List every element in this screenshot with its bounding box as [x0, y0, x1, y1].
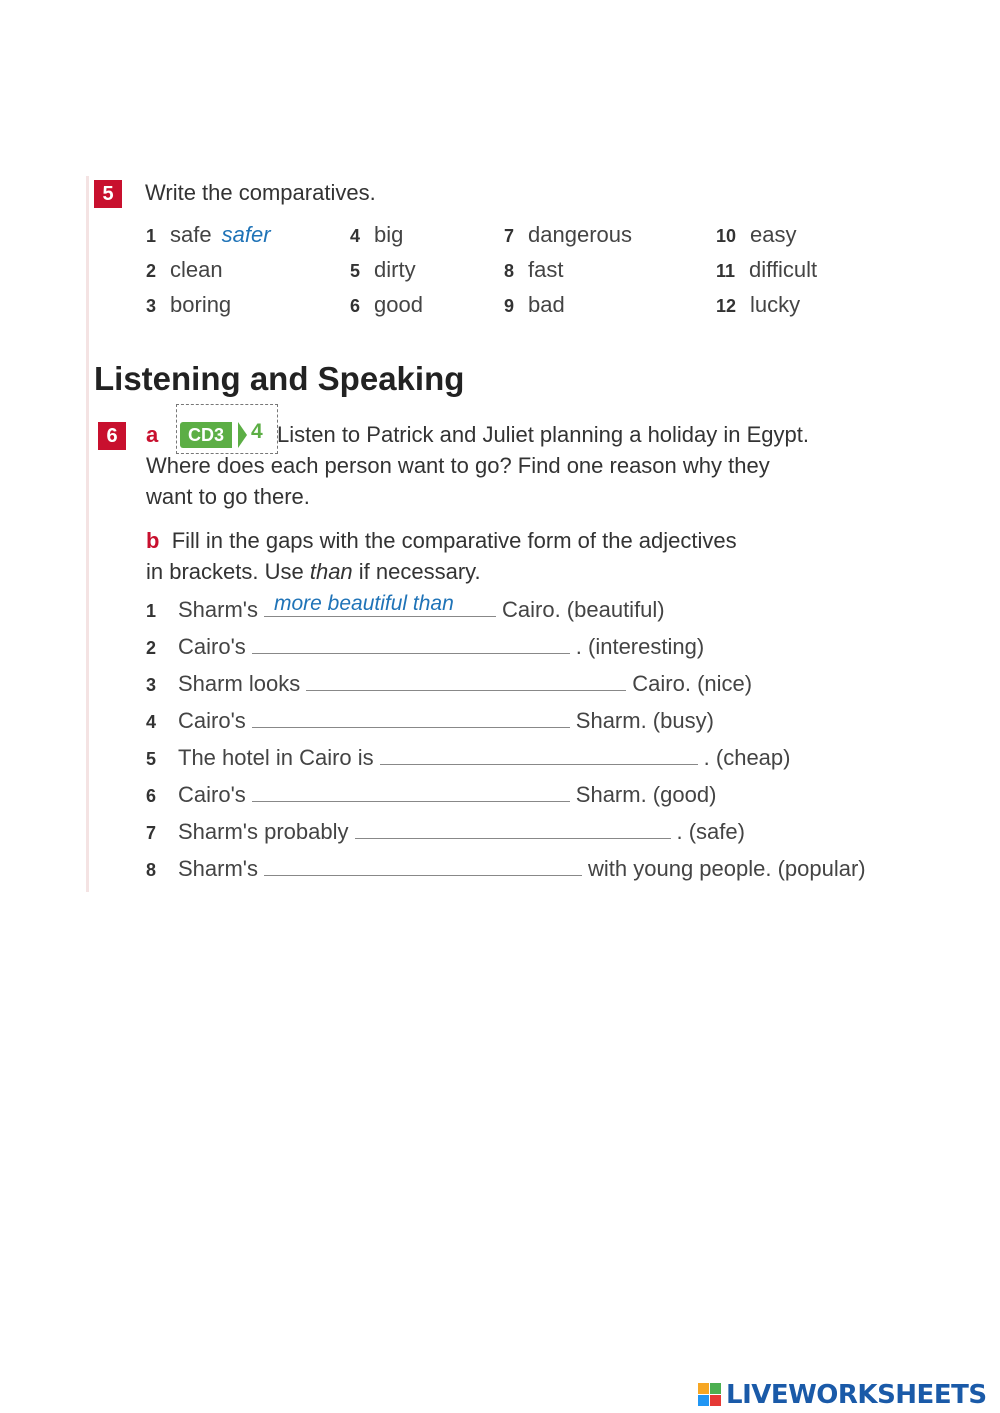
item-word: fast	[528, 257, 564, 282]
gap-row-1	[146, 592, 665, 626]
section-margin-rule	[86, 176, 89, 892]
comparative-item-12	[716, 292, 800, 318]
gap-answer: more beautiful than	[274, 592, 454, 615]
item-number: 7	[504, 226, 515, 246]
cd-track-number: 4	[251, 420, 263, 443]
part-a-line-1: Listen to Patrick and Juliet planning a holiday in Egypt.	[277, 422, 809, 447]
gap-before: Sharm's	[178, 856, 258, 881]
item-number: 6	[350, 296, 361, 316]
answer-gap-1[interactable]	[264, 592, 496, 617]
part-b-line-2	[146, 559, 481, 585]
item-number: 3	[146, 675, 157, 695]
item-number: 2	[146, 638, 157, 658]
gap-row-2	[146, 633, 704, 663]
answer-gap-2[interactable]	[252, 633, 570, 654]
comparative-item-2	[146, 257, 223, 283]
part-b-line-2-start: in brackets. Use	[146, 559, 310, 584]
gap-after: . (cheap)	[703, 745, 791, 770]
item-number: 8	[504, 261, 515, 281]
comparative-item-11	[716, 257, 817, 283]
exercise-6-badge: 6	[98, 422, 126, 450]
gap-before: Sharm looks	[178, 671, 301, 696]
item-number: 5	[350, 261, 361, 281]
item-number: 5	[146, 749, 157, 769]
gap-before: Cairo's	[178, 708, 246, 733]
gap-after: . (safe)	[676, 819, 745, 844]
answer-gap-6[interactable]	[252, 781, 570, 802]
gap-row-5	[146, 744, 790, 774]
item-word: big	[374, 222, 404, 247]
comparative-item-7	[504, 222, 632, 248]
part-b-label: b	[146, 528, 160, 553]
comparative-item-4	[350, 222, 403, 248]
item-word: dirty	[374, 257, 416, 282]
item-number: 7	[146, 823, 157, 843]
gap-after: Cairo. (nice)	[632, 671, 753, 696]
item-word: good	[374, 292, 423, 317]
gap-row-7	[146, 818, 745, 848]
comparative-item-3	[146, 292, 231, 318]
item-number: 12	[716, 296, 737, 316]
comparative-item-1	[146, 222, 271, 248]
item-number: 11	[716, 261, 736, 281]
answer-gap-3[interactable]	[306, 670, 626, 691]
exercise-5-instruction: Write the comparatives.	[145, 180, 376, 205]
item-number: 8	[146, 860, 157, 880]
comparative-item-6	[350, 292, 423, 318]
item-word: bad	[528, 292, 565, 317]
item-number: 6	[146, 786, 157, 806]
item-number: 9	[504, 296, 515, 316]
gap-before: The hotel in Cairo is	[178, 745, 374, 770]
part-b-line-2-end: if necessary.	[352, 559, 481, 584]
item-number: 1	[146, 226, 157, 246]
item-word: clean	[170, 257, 223, 282]
answer-gap-4[interactable]	[252, 707, 570, 728]
item-word: difficult	[749, 257, 818, 282]
item-number: 4	[350, 226, 361, 246]
answer-gap-5[interactable]	[380, 744, 698, 765]
comparative-item-8	[504, 257, 563, 283]
gap-row-6	[146, 781, 716, 811]
item-word: easy	[750, 222, 797, 247]
logo-grid-icon	[698, 1383, 722, 1407]
exercise-5-badge: 5	[94, 180, 122, 208]
item-word: dangerous	[528, 222, 632, 247]
item-number: 4	[146, 712, 157, 732]
item-word: lucky	[750, 292, 801, 317]
part-b-instruction: Fill in the gaps with the comparative form of the adjectives	[171, 528, 737, 553]
part-b-line-2-italic: than	[309, 559, 353, 584]
item-word: safe	[170, 222, 212, 247]
section-heading: Listening and Speaking	[94, 360, 465, 397]
gap-row-4	[146, 707, 714, 737]
gap-after: Sharm. (busy)	[575, 708, 714, 733]
item-word: boring	[170, 292, 232, 317]
play-arrow-icon	[238, 422, 247, 448]
gap-before: Cairo's	[178, 634, 246, 659]
cd-label: CD3	[180, 422, 232, 448]
answer-gap-7[interactable]	[355, 818, 671, 839]
item-answer: safer	[221, 222, 271, 247]
gap-before: Cairo's	[178, 782, 246, 807]
item-number: 3	[146, 296, 157, 316]
gap-before: Sharm's probably	[178, 819, 349, 844]
comparative-item-5	[350, 257, 416, 283]
part-a-line-2: Where does each person want to go? Find one reason why they	[146, 453, 770, 478]
part-a-line-3: want to go there.	[146, 484, 310, 509]
item-number: 1	[146, 601, 157, 621]
comparative-item-10	[716, 222, 797, 248]
part-b-line-1	[146, 528, 737, 554]
gap-after: . (interesting)	[575, 634, 705, 659]
gap-after: Cairo. (beautiful)	[502, 597, 665, 622]
item-number: 10	[716, 226, 737, 246]
part-a-label: a	[146, 422, 159, 447]
liveworksheets-logo	[698, 1380, 987, 1410]
gap-row-3	[146, 670, 752, 700]
comparative-item-9	[504, 292, 565, 318]
gap-after: Sharm. (good)	[575, 782, 717, 807]
logo-text: LIVEWORKSHEETS	[726, 1380, 987, 1410]
item-number: 2	[146, 261, 157, 281]
gap-after: with young people. (popular)	[588, 856, 866, 881]
gap-before: Sharm's	[178, 597, 258, 622]
answer-gap-8[interactable]	[264, 855, 582, 876]
gap-row-8	[146, 855, 866, 885]
